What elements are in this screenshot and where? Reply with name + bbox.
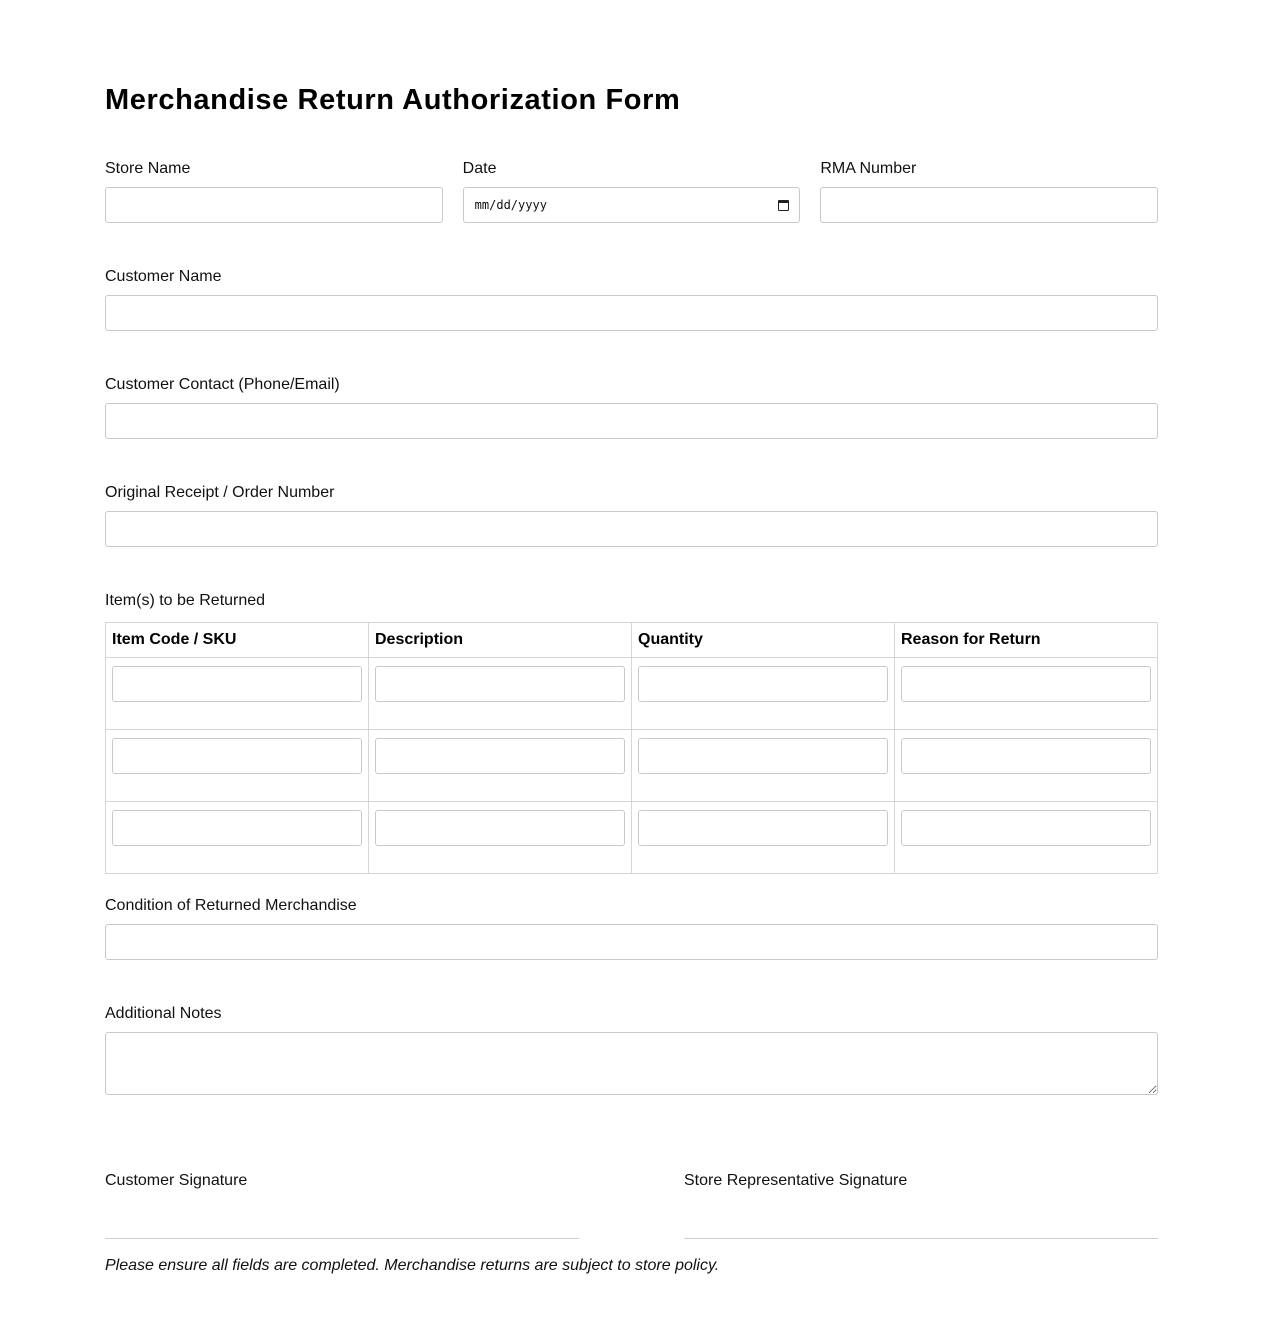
- store-signature-label: Store Representative Signature: [684, 1172, 908, 1189]
- store-signature-line[interactable]: [684, 1229, 1158, 1239]
- reason-input[interactable]: [901, 810, 1151, 846]
- signature-row: [105, 1171, 1158, 1239]
- footer-note: Please ensure all fields are completed. Merchandise returns are subject to store policy.: [105, 1257, 720, 1274]
- table-row: [106, 658, 1158, 730]
- item-code-input[interactable]: [112, 810, 362, 846]
- condition-input[interactable]: [105, 924, 1158, 960]
- date-label: Date: [462, 160, 497, 177]
- reason-input[interactable]: [901, 738, 1151, 774]
- table-row: [106, 730, 1158, 802]
- description-input[interactable]: [375, 810, 625, 846]
- quantity-input[interactable]: [638, 738, 888, 774]
- additional-notes-label: Additional Notes: [105, 1005, 222, 1022]
- customer-contact-input[interactable]: [105, 403, 1158, 439]
- rma-group: [820, 159, 1158, 223]
- calendar-icon[interactable]: [778, 200, 789, 211]
- reason-input[interactable]: [901, 666, 1151, 702]
- page-title: Merchandise Return Authorization Form: [105, 84, 681, 116]
- item-code-input[interactable]: [112, 666, 362, 702]
- condition-group: [105, 896, 1158, 960]
- receipt-number-input[interactable]: [105, 511, 1158, 547]
- customer-contact-label: Customer Contact (Phone/Email): [105, 376, 340, 393]
- store-name-group: [105, 159, 443, 223]
- store-signature-block: [684, 1171, 1158, 1239]
- condition-label: Condition of Returned Merchandise: [105, 897, 357, 914]
- customer-name-label: Customer Name: [105, 268, 222, 285]
- top-fields-row: [105, 159, 1158, 223]
- quantity-input[interactable]: [638, 810, 888, 846]
- customer-signature-line[interactable]: [105, 1229, 579, 1239]
- notes-group: [105, 1004, 1158, 1095]
- additional-notes-textarea[interactable]: [105, 1032, 1158, 1095]
- header-item-code: Item Code / SKU: [106, 623, 369, 658]
- items-table-header-row: [106, 623, 1158, 658]
- items-table: [105, 622, 1158, 874]
- customer-contact-group: [105, 375, 1158, 439]
- description-input[interactable]: [375, 666, 625, 702]
- customer-name-group: [105, 267, 1158, 331]
- rma-number-label: RMA Number: [820, 160, 917, 177]
- description-input[interactable]: [375, 738, 625, 774]
- table-row: [106, 802, 1158, 874]
- items-group: [105, 591, 1158, 874]
- quantity-input[interactable]: [638, 666, 888, 702]
- header-description: Description: [369, 623, 632, 658]
- customer-signature-label: Customer Signature: [105, 1172, 248, 1189]
- date-group: [463, 159, 801, 223]
- rma-number-input[interactable]: [820, 187, 1158, 223]
- header-quantity: Quantity: [632, 623, 895, 658]
- customer-name-input[interactable]: [105, 295, 1158, 331]
- date-input[interactable]: [463, 187, 801, 223]
- customer-signature-block: [105, 1171, 579, 1239]
- items-label: Item(s) to be Returned: [105, 592, 266, 609]
- store-name-input[interactable]: [105, 187, 443, 223]
- date-placeholder: mm/dd/yyyy: [474, 198, 547, 212]
- header-reason: Reason for Return: [895, 623, 1158, 658]
- item-code-input[interactable]: [112, 738, 362, 774]
- receipt-group: [105, 483, 1158, 547]
- receipt-number-label: Original Receipt / Order Number: [105, 484, 335, 501]
- store-name-label: Store Name: [105, 160, 191, 177]
